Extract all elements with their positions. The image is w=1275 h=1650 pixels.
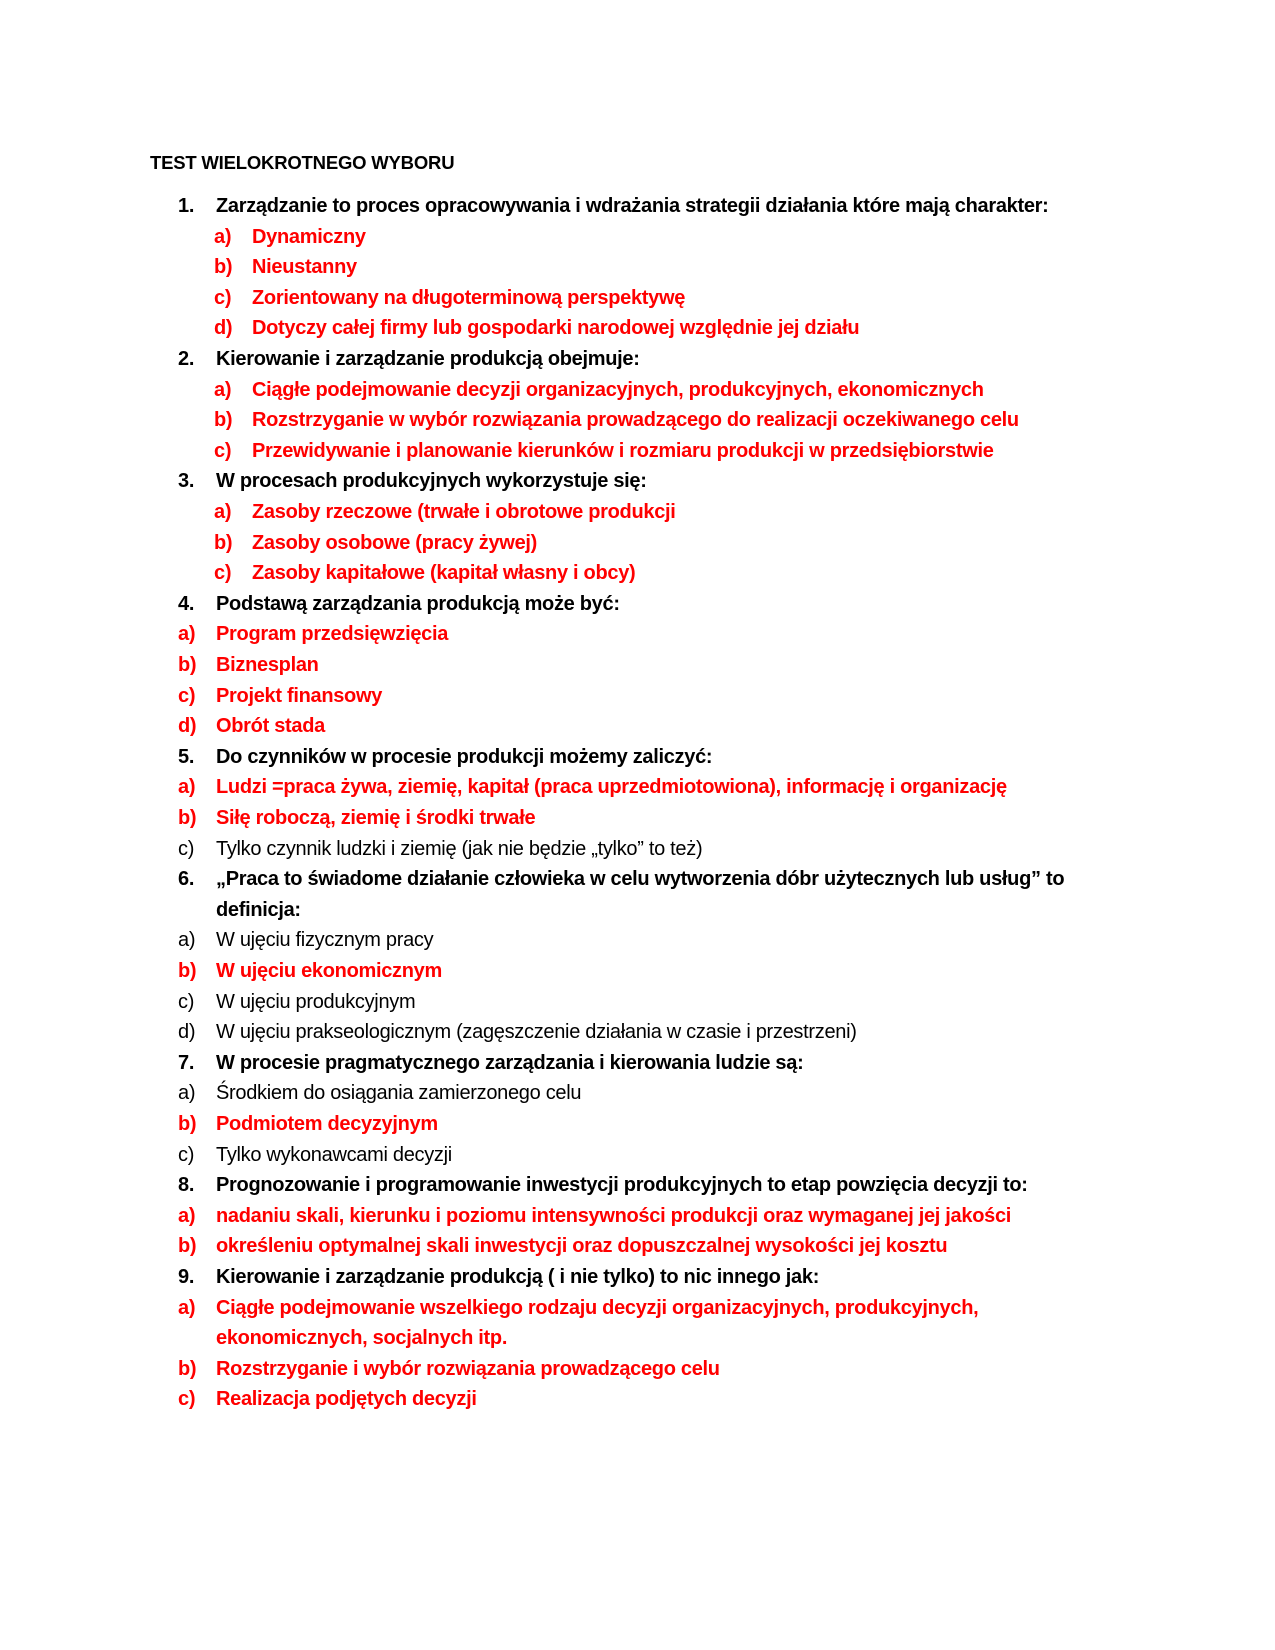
item-text: Kierowanie i zarządzanie produkcją obejmuje: — [216, 348, 640, 370]
item-text: Prognozowanie i programowanie inwestycji produkcyjnych to etap powzięcia decyzji to: — [216, 1174, 1028, 1197]
item-text: Zorientowany na długoterminową perspektywę — [252, 286, 686, 309]
item-label: b) — [214, 409, 233, 432]
item-text: ekonomicznych, socjalnych itp. — [216, 1327, 508, 1350]
item-label: c) — [214, 562, 232, 585]
item-text: Zarządzanie to proces opracowywania i wdrażania strategii działania które mają charakter: — [216, 195, 1049, 217]
item-text: Realizacja podjętych decyzji — [216, 1388, 477, 1411]
item-text: „Praca to świadome działanie człowieka w celu wytworzenia dóbr użytecznych lub usług” to — [216, 868, 1065, 891]
item-label: 5. — [178, 745, 195, 768]
item-text: W ujęciu ekonomicznym — [216, 960, 442, 982]
item-text: Ciągłe podejmowanie decyzji organizacyjnych, produkcyjnych, ekonomicznych — [252, 378, 984, 401]
item-text: Siłę roboczą, ziemię i środki trwałe — [216, 807, 536, 829]
item-label: c) — [178, 990, 195, 1013]
item-text: W ujęciu fizycznym pracy — [216, 929, 434, 952]
item-text: Zasoby rzeczowe (trwałe i obrotowe produkcji — [252, 501, 676, 523]
item-label: b) — [214, 256, 233, 279]
item-text: Ludzi =praca żywa, ziemię, kapitał (praca uprzedmiotowiona), informację i organizację — [216, 776, 1007, 799]
item-text: Biznesplan — [216, 654, 319, 676]
item-label: c) — [214, 286, 232, 309]
item-text: W ujęciu produkcyjnym — [216, 990, 416, 1013]
item-label: a) — [178, 776, 196, 799]
item-label: a) — [214, 225, 232, 248]
item-label: a) — [178, 623, 196, 646]
item-label: c) — [178, 1388, 196, 1411]
item-label: a) — [178, 929, 196, 952]
item-label: a) — [178, 1082, 196, 1105]
item-text: Przewidywanie i planowanie kierunków i rozmiaru produkcji w przedsiębiorstwie — [252, 439, 994, 462]
item-text: W ujęciu prakseologicznym (zagęszczenie działania w czasie i przestrzeni) — [216, 1021, 857, 1044]
item-label: 1. — [178, 195, 195, 217]
item-label: b) — [178, 1235, 197, 1258]
item-label: a) — [178, 1204, 196, 1227]
item-label: b) — [178, 807, 197, 829]
item-label: a) — [214, 501, 232, 523]
item-text: Tylko wykonawcami decyzji — [216, 1143, 452, 1166]
item-text: Program przedsięwzięcia — [216, 623, 449, 646]
item-label: 2. — [178, 348, 195, 370]
item-text: Rozstrzyganie i wybór rozwiązania prowadzącego celu — [216, 1357, 720, 1380]
item-label: b) — [178, 654, 197, 676]
item-text: Dotyczy całej firmy lub gospodarki narodowej względnie jej działu — [252, 317, 860, 340]
item-label: 4. — [178, 592, 195, 615]
item-label: 7. — [178, 1051, 195, 1074]
item-label: d) — [178, 1021, 196, 1044]
item-label: a) — [214, 378, 232, 401]
item-text: nadaniu skali, kierunku i poziomu intensywności produkcji oraz wymaganej jej jakości — [216, 1204, 1012, 1227]
item-label: a) — [178, 1296, 196, 1319]
item-text: Kierowanie i zarządzanie produkcją ( i nie tylko) to nic innego jak: — [216, 1266, 820, 1288]
item-label: d) — [178, 715, 197, 738]
item-label: 6. — [178, 868, 195, 891]
item-label: b) — [178, 960, 197, 982]
item-text: Podmiotem decyzyjnym — [216, 1113, 438, 1135]
item-text: Środkiem do osiągania zamierzonego celu — [216, 1082, 582, 1105]
item-text: definicja: — [216, 898, 301, 921]
item-label: b) — [214, 531, 233, 554]
item-text: określeniu optymalnej skali inwestycji oraz dopuszczalnej wysokości jej kosztu — [216, 1235, 948, 1258]
item-text: Zasoby kapitałowe (kapitał własny i obcy) — [252, 562, 636, 585]
item-text: Do czynników w procesie produkcji możemy zaliczyć: — [216, 745, 713, 768]
item-text: Ciągłe podejmowanie wszelkiego rodzaju decyzji organizacyjnych, produkcyjnych, — [216, 1296, 979, 1319]
item-label: c) — [214, 439, 232, 462]
item-text: Tylko czynnik ludzki i ziemię (jak nie będzie „tylko” to też) — [216, 837, 703, 860]
item-label: b) — [178, 1357, 197, 1380]
item-text: W procesach produkcyjnych wykorzystuje się: — [216, 470, 647, 493]
item-label: c) — [178, 837, 195, 860]
item-text: Rozstrzyganie w wybór rozwiązania prowadzącego do realizacji oczekiwanego celu — [252, 409, 1019, 432]
item-label: c) — [178, 1143, 195, 1166]
item-text: Obrót stada — [216, 715, 325, 738]
item-text: Projekt finansowy — [216, 684, 383, 707]
item-label: 9. — [178, 1266, 195, 1288]
item-text: Podstawą zarządzania produkcją może być: — [216, 592, 620, 615]
item-text: Dynamiczny — [252, 225, 366, 248]
item-label: 8. — [178, 1174, 195, 1197]
item-label: c) — [178, 684, 196, 707]
item-label: b) — [178, 1113, 197, 1135]
item-text: Nieustanny — [252, 256, 357, 279]
document-title: TEST WIELOKROTNEGO WYBORU — [150, 152, 455, 173]
item-label: 3. — [178, 470, 195, 493]
item-text: W procesie pragmatycznego zarządzania i kierowania ludzie są: — [216, 1051, 804, 1074]
item-text: Zasoby osobowe (pracy żywej) — [252, 531, 538, 554]
item-label: d) — [214, 317, 233, 340]
